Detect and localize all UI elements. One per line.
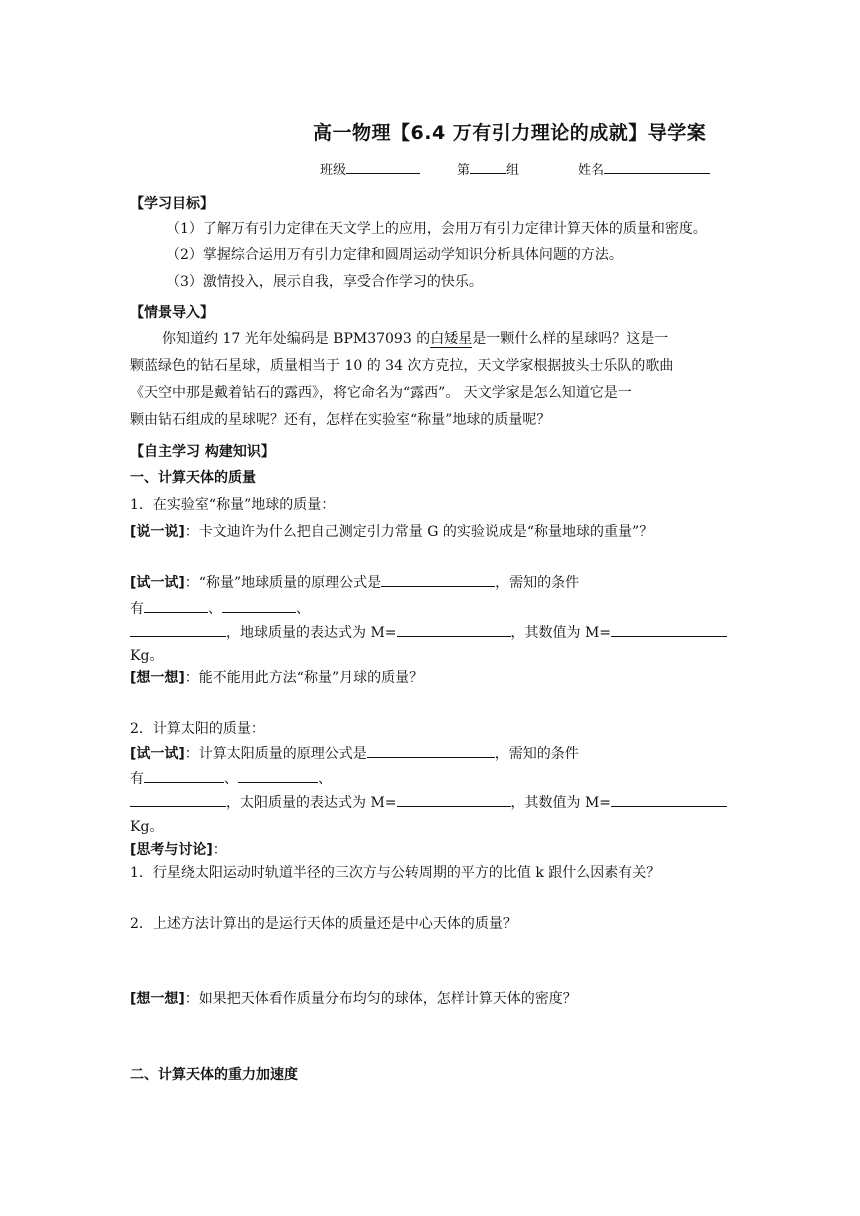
prompt-text: ，其数值为 M= <box>510 795 612 811</box>
prompt-text: 有 <box>130 601 144 617</box>
prompt-text: ：计算太阳质量的原理公式是 <box>184 746 367 762</box>
think-prompt <box>130 667 423 687</box>
prompt-label: [说一说] <box>130 524 185 540</box>
prompt-text: ，地球质量的表达式为 M= <box>226 625 397 641</box>
think-prompt <box>130 988 577 1008</box>
goals-heading: 【学习目标】 <box>130 196 214 212</box>
discussion-question: 2．上述方法计算出的是运行天体的质量还是中心天体的质量？ <box>130 916 517 932</box>
expression-line <box>130 622 727 642</box>
prompt-label: [试一试] <box>130 746 185 762</box>
separator: 、 <box>318 771 332 787</box>
expression-line <box>130 792 727 812</box>
discuss-heading <box>130 839 227 859</box>
prompt-text: 有 <box>130 771 144 787</box>
prompt-text: ：如果把天体看作质量分布均匀的球体，怎样计算天体的密度？ <box>184 991 577 1007</box>
condition-blank[interactable] <box>144 598 208 613</box>
intro-line: 《天空中那是戴着钻石的露西》，将它命名为“露西”。 天文学家是怎么知道它是一 <box>130 385 632 401</box>
class-field <box>320 159 420 178</box>
try-prompt <box>130 743 579 763</box>
group-suffix: 组 <box>506 163 520 178</box>
prompt-label: [想一想] <box>130 670 185 686</box>
unit-text: Kg。 <box>130 819 164 835</box>
separator: 、 <box>296 601 310 617</box>
class-blank[interactable] <box>346 159 420 174</box>
class-label: 班级 <box>320 163 347 178</box>
prompt-text: ，太阳质量的表达式为 M= <box>226 795 397 811</box>
sub-heading: 1．在实验室“称量”地球的质量： <box>130 497 336 513</box>
conditions-line <box>130 598 310 618</box>
page-title: 高一物理【6.4 万有引力理论的成就】导学案 <box>313 122 707 144</box>
goal-item: （3）激情投入，展示自我，享受合作学习的快乐。 <box>166 274 483 290</box>
prompt-label: [试一试] <box>130 575 185 591</box>
intro-line: 颗蓝绿色的钻石星球，质量相当于 10 的 34 次方克拉，天文学家根据披头士乐队的歌曲 <box>130 358 674 374</box>
group-field <box>457 159 519 178</box>
intro-text: 是一颗什么样的星球吗？这是一 <box>472 331 669 347</box>
name-field <box>578 159 710 178</box>
prompt-text: ，其数值为 M= <box>510 625 612 641</box>
expression-blank[interactable] <box>397 792 511 807</box>
say-prompt <box>130 521 653 541</box>
separator: 、 <box>208 601 222 617</box>
prompt-text: ：“称量”地球质量的原理公式是 <box>184 575 382 591</box>
group-blank[interactable] <box>470 159 506 174</box>
section-heading: 一、计算天体的质量 <box>130 470 256 486</box>
expression-blank[interactable] <box>397 622 511 637</box>
value-blank[interactable] <box>611 622 727 637</box>
condition-blank[interactable] <box>144 768 224 783</box>
section-heading: 二、计算天体的重力加速度 <box>130 1067 298 1083</box>
name-blank[interactable] <box>604 159 710 174</box>
separator: 、 <box>224 771 238 787</box>
intro-line <box>162 328 668 348</box>
condition-blank[interactable] <box>130 622 226 637</box>
formula-blank[interactable] <box>367 743 495 758</box>
try-prompt <box>130 572 579 592</box>
intro-text: 你知道约 17 光年处编码是 BPM37093 的 <box>162 331 431 347</box>
prompt-text: ：卡文迪许为什么把自己测定引力常量 G 的实验说成是“称量地球的重量”？ <box>184 524 654 540</box>
conditions-line <box>130 768 332 788</box>
study-heading: 【自主学习 构建知识】 <box>130 444 275 460</box>
prompt-text: ，需知的条件 <box>495 575 580 591</box>
name-label: 姓名 <box>578 163 605 178</box>
intro-heading: 【情景导入】 <box>130 305 214 321</box>
prompt-label: [想一想] <box>130 991 185 1007</box>
condition-blank[interactable] <box>130 792 226 807</box>
prompt-text: ，需知的条件 <box>494 746 579 762</box>
prompt-label: [思考与讨论] <box>130 842 213 858</box>
formula-blank[interactable] <box>381 572 495 587</box>
condition-blank[interactable] <box>222 598 296 613</box>
discussion-question: 1．行星绕太阳运动时轨道半径的三次方与公转周期的平方的比值 k 跟什么因素有关？ <box>130 865 661 881</box>
sub-heading: 2．计算太阳的质量： <box>130 721 265 737</box>
goal-item: （2）掌握综合运用万有引力定律和圆周运动学知识分析具体问题的方法。 <box>166 247 623 263</box>
value-blank[interactable] <box>611 792 727 807</box>
group-prefix: 第 <box>457 163 471 178</box>
intro-line: 颗由钻石组成的星球呢？还有，怎样在实验室“称量”地球的质量呢？ <box>130 412 551 428</box>
prompt-text: ： <box>212 842 227 858</box>
goal-item: （1）了解万有引力定律在天文学上的应用，会用万有引力定律计算天体的质量和密度。 <box>166 221 707 237</box>
unit-text: Kg。 <box>130 648 164 664</box>
condition-blank[interactable] <box>238 768 318 783</box>
underlined-term: 白矮星 <box>430 331 473 347</box>
prompt-text: ：能不能用此方法“称量”月球的质量？ <box>184 670 424 686</box>
